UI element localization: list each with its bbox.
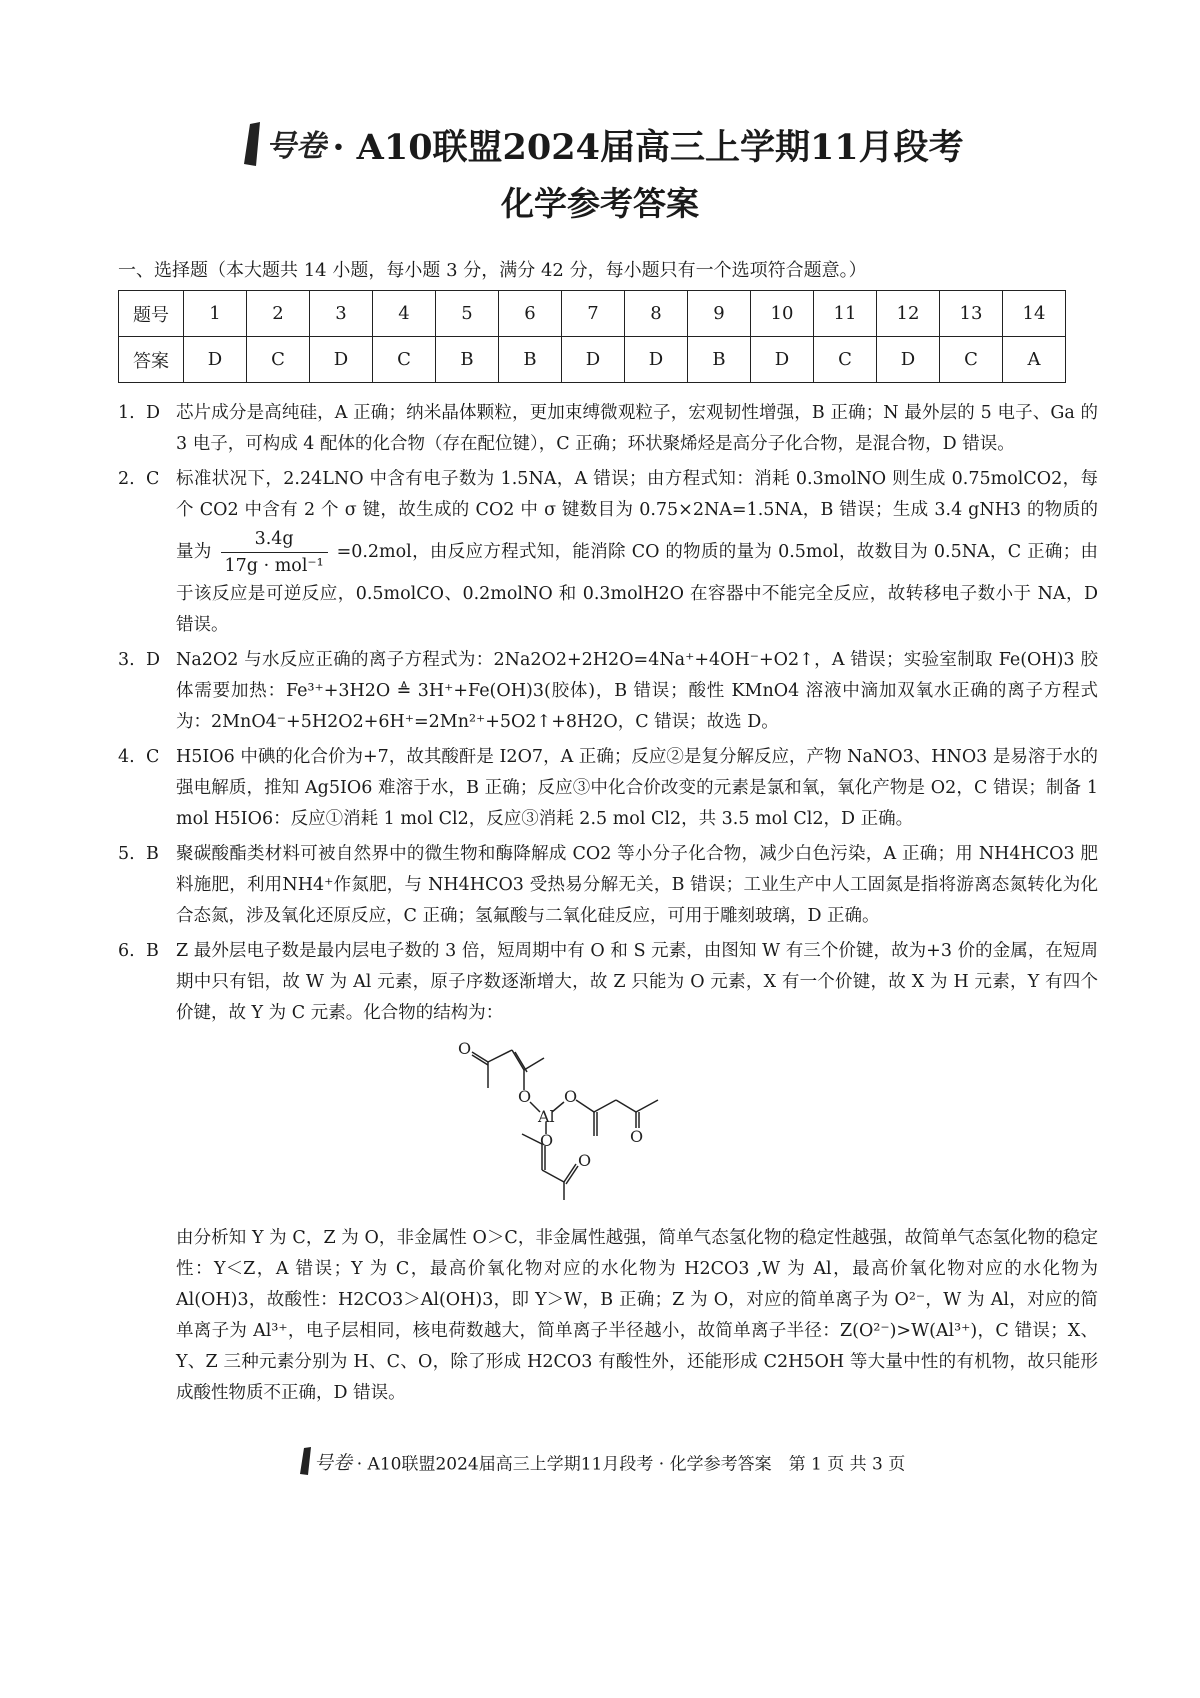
brand-text: 号卷	[313, 1452, 352, 1474]
fraction-numerator: 3.4g	[221, 526, 328, 553]
question-number: 3.	[118, 650, 135, 670]
question-number-cell: 6	[499, 291, 562, 337]
answer-cell: C	[373, 337, 436, 383]
explanation-part-b: =0.2mol，由反应方程式知，能消除 CO 的物质的量为 0.5mol，故数目为 0.5NA，C 正确；由于该反应是可逆反应，0.5molCO、0.2molNO 和 0.3molH2O 在容器中不能完全反应，故转移电子数小于 NA，D 错误。	[176, 542, 1099, 635]
table-row-numbers	[119, 291, 1066, 337]
question-number-cell: 10	[751, 291, 814, 337]
question-6-analysis: 由分析知 Y 为 C，Z 为 O，非金属性 O＞C，非金属性越强，简单气态氢化物的稳定性越强，故简单气态氢化物的稳定性：Y＜Z，A 错误；Y 为 C，最高价氧化物对应的水化物为 H2CO3 ,W 为 Al，最高价氧化物对应的水化物为 Al(OH)3，故酸性：H2CO3＞Al(OH)3，即 Y＞W，B 正确；Z 为 O，对应的简单离子为 O²⁻，W 为 Al，对应的简单离子为 Al³⁺，电子层相同，核电荷数越大，简单离子半径越小，故简单离子半径：Z(O²⁻)>W(Al³⁺)，C 错误；X、Y、Z 三种元素分别为 H、C、O，除了形成 H2CO3 有酸性外，还能形成 C2H5OH 等大量中性的有机物，故只能形成酸性物质不正确，D 错误。	[176, 1228, 1098, 1403]
question-number-cell: 5	[436, 291, 499, 337]
question-explanation: 芯片成分是高纯硅，A 正确；纳米晶体颗粒，更加束缚微观粒子，宏观韧性增强，B 正确；N 最外层的 5 电子、Ga 的 3 电子，可构成 4 配体的化合物（存在配位键），C 正确；环状聚烯烃是高分子化合物，是混合物，D 错误。	[176, 403, 1098, 454]
answer-cell: C	[247, 337, 310, 383]
question-1	[118, 398, 1098, 460]
question-number-cell: 9	[688, 291, 751, 337]
question-answer: B	[146, 941, 159, 961]
answer-cell: D	[310, 337, 373, 383]
question-answer: B	[146, 844, 159, 864]
atom-o: O	[518, 1087, 532, 1106]
atom-al: Al	[538, 1107, 555, 1126]
page-footer	[0, 1444, 1200, 1486]
question-number: 5.	[118, 844, 135, 864]
brand-logo	[236, 118, 328, 181]
atom-o: O	[540, 1131, 554, 1150]
question-number: 4.	[118, 747, 135, 767]
question-explanation: Na2O2 与水反应正确的离子方程式为：2Na2O2+2H2O=4Na⁺+4OH⁻+O2↑，A 错误；实验室制取 Fe(OH)3 胶体需要加热：Fe³⁺+3H2O ≜ 3H⁺+Fe(OH)3(胶体)，B 错误；酸性 KMnO4 溶液中滴加双氧水正确的离子方程式为：2MnO4⁻+5H2O2+6H⁺=2Mn²⁺+5O2↑+8H2O，C 错误；故选 D。	[176, 650, 1098, 732]
answer-cell: A	[1003, 337, 1066, 383]
question-number: 1.	[118, 403, 135, 423]
brand-text: 号卷	[266, 129, 327, 164]
answer-cell: D	[184, 337, 247, 383]
question-number-cell: 14	[1003, 291, 1066, 337]
atom-o: O	[578, 1151, 592, 1170]
answer-cell: D	[877, 337, 940, 383]
question-number-cell: 11	[814, 291, 877, 337]
question-explanation	[176, 464, 1098, 641]
question-6	[118, 936, 1098, 1029]
page-title-text: · A10联盟2024届高三上学期11月段考	[332, 127, 964, 168]
explanation-part-a: 标准状况下，2.24LNO 中含有电子数为 1.5NA，A 错误；由方程式知：消耗 0.3molNO 则生成 0.75molCO2，每个 CO2 中含有 2 个 σ 键，故生成的 CO2 中 σ 键数目为 0.75×2NA=1.5NA，B 错误；生成 3.4 gNH3 的物质的量为	[176, 469, 1098, 562]
explanations	[118, 398, 1098, 1409]
question-number-cell: 2	[247, 291, 310, 337]
question-explanation: 聚碳酸酯类材料可被自然界中的微生物和酶降解成 CO2 等小分子化合物，减少白色污染，A 正确；用 NH4HCO3 肥料施肥，利用NH4⁺作氮肥，与 NH4HCO3 受热易分解无关，B 错误；工业生产中人工固氮是指将游离态氮转化为化合态氮，涉及氧化还原反应，C 正确；氢氟酸与二氧化硅反应，可用于雕刻玻璃，D 正确。	[176, 844, 1098, 926]
answer-cell: D	[625, 337, 688, 383]
page-subtitle: 化学参考答案	[501, 184, 699, 223]
atom-o: O	[458, 1040, 472, 1058]
question-answer: C	[146, 747, 160, 767]
answer-cell: B	[436, 337, 499, 383]
question-number-cell: 3	[310, 291, 373, 337]
answer-cell: C	[940, 337, 1003, 383]
page-title	[0, 118, 1200, 181]
question-number-cell: 12	[877, 291, 940, 337]
fraction-denominator: 17g · mol⁻¹	[224, 556, 324, 576]
question-number: 6.	[118, 941, 135, 961]
answer-cell: D	[751, 337, 814, 383]
section-title: 一、选择题（本大题共 14 小题，每小题 3 分，满分 42 分，每小题只有一个选项符合题意。）	[118, 260, 867, 281]
row-label-number: 题号	[119, 291, 184, 337]
fraction	[221, 526, 328, 579]
question-explanation: Z 最外层电子数是最内层电子数的 3 倍，短周期中有 O 和 S 元素，由图知 W 有三个价键，故为+3 价的金属，在短周期中只有铝，故 W 为 Al 元素，原子序数逐渐增大，故 Z 只能为 O 元素，X 有一个价键，故 X 为 H 元素，Y 有四个价键，故 Y 为 C 元素。化合物的结构为：	[176, 941, 1098, 1023]
question-number-cell: 13	[940, 291, 1003, 337]
molecule-structure	[452, 1040, 752, 1200]
question-answer: D	[146, 650, 161, 670]
question-5	[118, 839, 1098, 932]
question-4	[118, 742, 1098, 835]
question-answer: C	[146, 469, 160, 489]
atom-o: O	[630, 1127, 644, 1146]
answer-cell: D	[562, 337, 625, 383]
question-number: 2.	[118, 469, 135, 489]
table-row-answers	[119, 337, 1066, 383]
answer-cell: B	[688, 337, 751, 383]
question-2	[118, 464, 1098, 641]
answer-table	[118, 290, 1066, 383]
question-number-cell: 1	[184, 291, 247, 337]
question-answer: D	[146, 403, 161, 423]
question-3	[118, 645, 1098, 738]
question-number-cell: 7	[562, 291, 625, 337]
footer-text: · A10联盟2024届高三上学期11月段考 · 化学参考答案 第 1 页 共 3 页	[356, 1454, 906, 1475]
question-number-cell: 8	[625, 291, 688, 337]
answer-cell: B	[499, 337, 562, 383]
question-number-cell: 4	[373, 291, 436, 337]
answer-cell: C	[814, 337, 877, 383]
atom-o: O	[564, 1087, 578, 1106]
row-label-answer: 答案	[119, 337, 184, 383]
question-explanation: H5IO6 中碘的化合价为+7，故其酸酐是 I2O7，A 正确；反应②是复分解反应，产物 NaNO3、HNO3 是易溶于水的强电解质，推知 Ag5IO6 难溶于水，B 正确；反应③中化合价改变的元素是氯和氧，氧化产物是 O2，C 错误；制备 1 mol H5IO6：反应①消耗 1 mol Cl2，反应③消耗 2.5 mol Cl2，共 3.5 mol Cl2，D 正确。	[176, 747, 1098, 829]
brand-logo	[295, 1444, 355, 1486]
